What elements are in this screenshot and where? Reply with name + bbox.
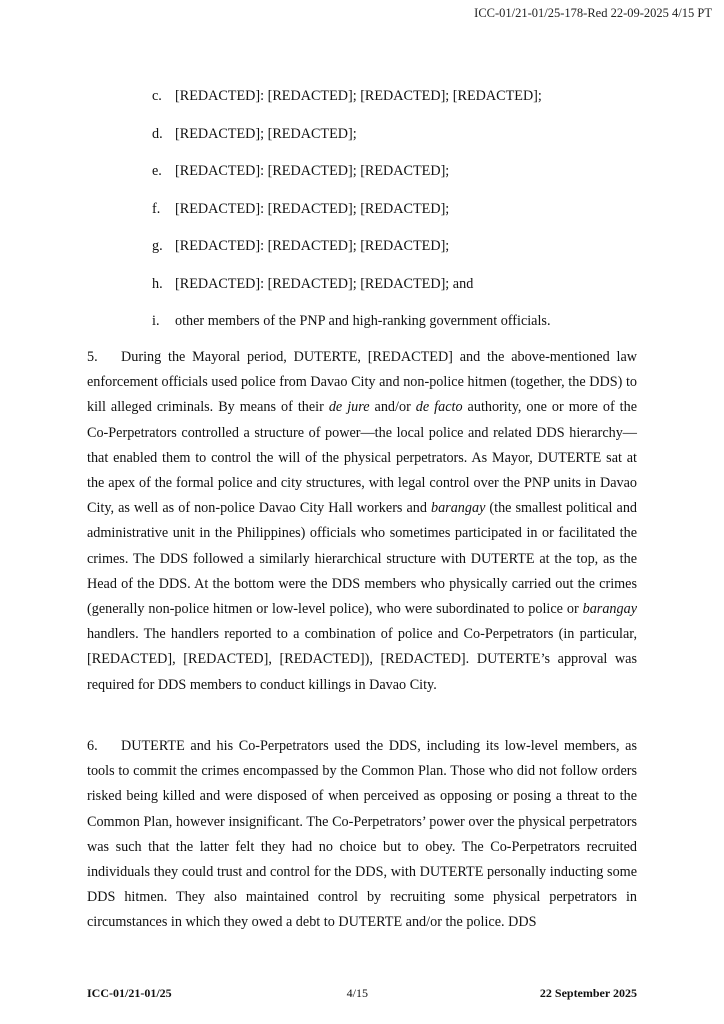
italic-term: barangay	[430, 500, 486, 517]
list-item-text: [REDACTED]; [REDACTED];	[175, 125, 357, 142]
list-item-text: [REDACTED]: [REDACTED]; [REDACTED]; [REDACTED];	[175, 88, 542, 104]
paragraph-text: DUTERTE and his Co-Perpetrators used the DDS, including its low-level members, as tools to commit the crimes encompassed by the Common Plan. Those who did not follow orders risked being killed and were disposed of when perceived as opposing or posing a threat to the Common Plan, however insignificant. The Co-Perpetrators’ power over the physical perpetrators was such that the latter felt they had no choice but to obey. The Co-Perpetrators recruited individuals they could trust and control for the DDS, with DUTERTE personally inducting some DDS hitmen. They also maintained control by recruiting some physical perpetrators in circumstances in which they owed a debt to DUTERTE and/or the police. DDS	[87, 738, 637, 931]
paragraph-text: handlers. The handlers reported to a combination of police and Co-Perpetrators (in particular, [REDACTED], [REDACTED], [REDACTED]), [REDACTED]. DUTERTE’s approval was required for DDS members to conduct killings in Davao City.	[87, 626, 637, 693]
paragraph-text: During the Mayoral period, DUTERTE, [REDACTED] and the above-mentioned law enforcement officials used police from Davao City and non-police hitmen (together, the DDS) to kill alleged criminals. By means of their	[87, 349, 637, 416]
paragraph-6	[87, 734, 637, 936]
italic-term: barangay	[582, 601, 637, 618]
list-marker: d.	[152, 125, 163, 142]
list-item-text: [REDACTED]: [REDACTED]; [REDACTED]; and	[175, 275, 474, 292]
list-item	[152, 311, 551, 349]
list-item	[152, 124, 551, 162]
list-item	[152, 199, 551, 237]
list-item-text: [REDACTED]: [REDACTED]; [REDACTED];	[175, 163, 450, 179]
list-item	[152, 161, 551, 199]
list-marker: i.	[152, 313, 160, 329]
italic-term: de facto	[415, 399, 463, 416]
list-item-text: [REDACTED]: [REDACTED]; [REDACTED];	[175, 238, 450, 254]
list-item	[152, 236, 551, 274]
list-marker: e.	[152, 163, 162, 179]
co-perpetrator-list	[152, 86, 551, 349]
page-footer	[87, 986, 637, 1001]
list-item	[152, 86, 551, 124]
paragraph-text: authority, one or more of the Co-Perpetrators controlled a structure of power—the local police and related DDS hierarchy—that enabled them to control the will of the physical perpetrators. As Mayor, DUTERTE sat at the apex of the formal police and city structures, with legal control over the PNP units in Davao City, as well as of non-police Davao City Hall workers and	[87, 399, 638, 517]
footer-date: 22 September 2025	[539, 986, 637, 1000]
list-item-text: [REDACTED]: [REDACTED]; [REDACTED];	[175, 200, 450, 217]
paragraph-5	[87, 345, 637, 698]
list-item	[152, 274, 551, 312]
italic-term: de jure	[328, 399, 370, 416]
footer-page-number: 4/15	[346, 986, 368, 1000]
list-marker: h.	[152, 275, 163, 292]
list-marker: c.	[152, 88, 162, 104]
footer-case-number: ICC-01/21-01/25	[87, 986, 172, 1000]
paragraph-text: (the smallest political and administrative unit in the Philippines) officials who sometimes participated in or facilitated the crimes. The DDS followed a similarly hierarchical structure with DUTERTE at the top, as the Head of the DDS. At the bottom were the DDS members who physically carried out the crimes (generally non-police hitmen or low-level police), who were subordinated to police or	[87, 500, 638, 618]
paragraph-text: and/or	[369, 399, 416, 416]
list-item-text: other members of the PNP and high-ranking government officials.	[175, 313, 551, 329]
list-marker: f.	[152, 200, 161, 217]
paragraph-number: 6.	[87, 738, 98, 754]
list-marker: g.	[152, 238, 163, 254]
paragraph-number: 5.	[87, 349, 98, 365]
document-header-id: ICC-01/21-01/25-178-Red 22-09-2025 4/15 PT	[474, 6, 712, 20]
